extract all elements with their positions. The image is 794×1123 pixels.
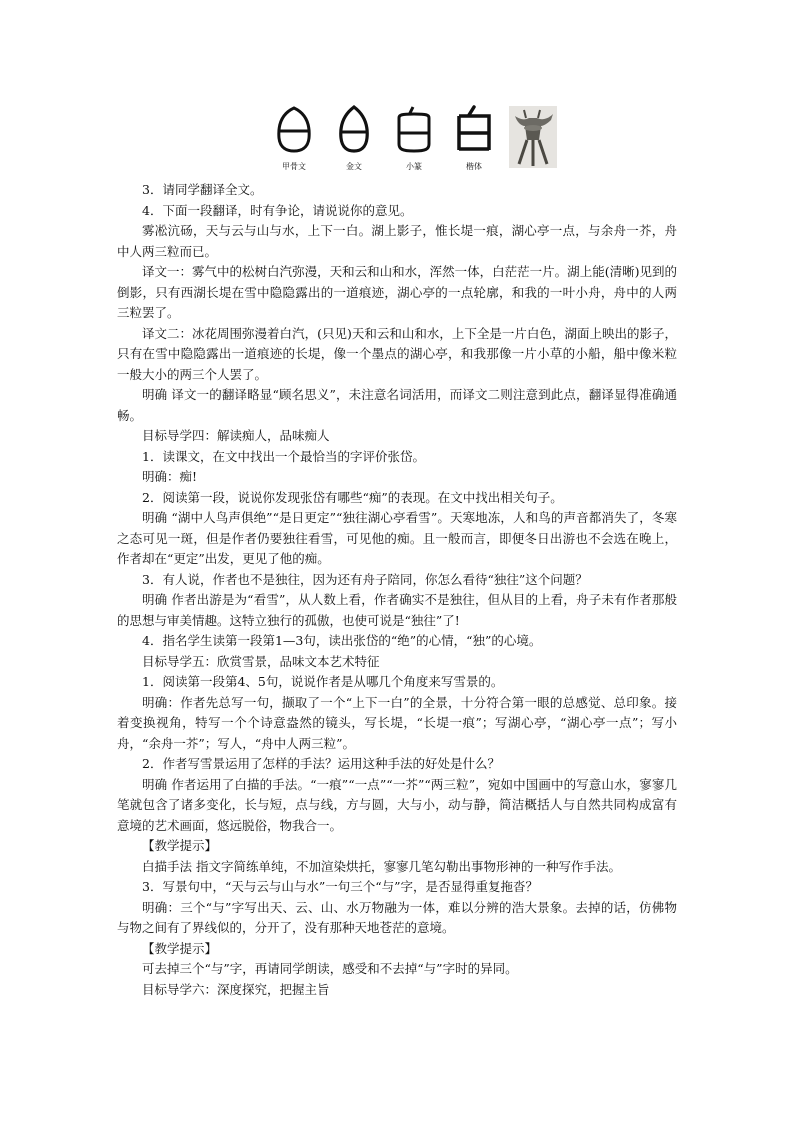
paragraph: 1．读课文，在文中找出一个最恰当的字评价张岱。 — [142, 448, 425, 464]
paragraph: 明确：作者先总写一句，撷取了一个“上下一白”的全景，十分符合第一眼的总感觉、总印象。接着变换视角，特写一个个诗意盎然的镜头，写长堤，“长堤一痕”；写湖心亭，“湖心亭一点”；写小舟，“余舟一芥”；写人，“舟中人两三粒”。 — [117, 694, 677, 751]
paragraph: 4．指名学生读第一段第1—3句，读出张岱的“绝”的心情，“独”的心境。 — [142, 633, 542, 648]
caption-oracle-bone: 甲骨文 — [282, 162, 306, 171]
caption-small-seal: 小篆 — [406, 162, 422, 171]
paragraph: 明确 作者运用了白描的手法。“一痕”“一点”“一芥”“两三粒”，宛如中国画中的写意山水，寥寥几笔就包含了诸多变化，长与短，点与线，方与圆，大与小，动与静，简洁概括人与自然共同构成富有意境的艺术画面，悠远脱俗，物我合一。 — [117, 776, 677, 833]
paragraph: 明确 “湖中人鸟声俱绝”“是日更定”“独往湖心亭看雪”。天寒地冻，人和鸟的声音都消失了，冬寒之态可见一斑，但是作者仍要独往看雪，可见他的痴。且一般而言，即便冬日出游也不会选在晚上，作者却在“更定”出发，更见了他的痴。 — [117, 510, 677, 566]
paragraph: 明确：痴! — [142, 469, 198, 484]
caption-kaishu: 楷体 — [466, 162, 482, 171]
bronze-inscription-glyph-icon — [329, 104, 379, 154]
section-heading: 目标导学五：欣赏雪景，品味文本艺术特征 — [142, 653, 380, 669]
paragraph: 可去掉三个“与”字，再请同学朗读，感受和不去掉“与”字时的异同。 — [142, 961, 518, 976]
oracle-bone-glyph-icon — [269, 104, 319, 154]
bai-character-evolution-figure — [265, 104, 565, 170]
section-heading: 目标导学四：解读痴人，品味痴人 — [142, 428, 330, 443]
paragraph: 明确 作者出游是为“看雪”，从人数上看，作者确实不是独往，但从目的上看，舟子未有作者那般的思想与审美情趣。这特立独行的孤傲，也使可说是“独往”了! — [117, 592, 677, 628]
paragraph: 译文一：雾气中的松树白汽弥漫，天和云和山和水，浑然一体，白茫茫一片。湖上能(清晰)见到的倒影，只有西湖长堤在雪中隐隐露出的一道痕迹，湖心亭的一点轮廓，和我的一叶小舟，舟中的人两三粒罢了。 — [117, 264, 677, 320]
paragraph: 译文二：冰花周围弥漫着白汽，(只见)天和云和山和水，上下全是一片白色，湖面上映出的影子，只有在雪中隐隐露出一道痕迹的长堤，像一个墨点的湖心亭，和我那像一片小草的小船，船中像米粒一般大小的两三个人罢了。 — [117, 325, 677, 382]
paragraph: 3．写景句中，“天与云与山与水”一句三个“与”字，是否显得重复拖沓？ — [142, 879, 539, 894]
paragraph: 明确：三个“与”字写出天、云、山、水万物融为一体，难以分辨的浩大景象。去掉的话，仿佛物与物之间有了界线似的，分开了，没有那种天地苍茫的意境。 — [117, 899, 677, 935]
caption-bronze-inscription: 金文 — [346, 162, 362, 171]
paragraph: 明确 译文一的翻译略显“顾名思义”，未注意名词活用，而译文二则注意到此点，翻译显得准确通畅。 — [117, 387, 677, 423]
section-heading: 目标导学六：深度探究，把握主旨 — [142, 981, 330, 997]
bronze-vessel-photo-icon — [509, 106, 557, 168]
paragraph: 3．请同学翻译全文。 — [142, 182, 263, 197]
paragraph: 白描手法 指文字简练单纯，不加渲染烘托，寥寥几笔勾勒出事物形神的一种写作手法。 — [142, 858, 621, 874]
paragraph: 3．有人说，作者也不是独往，因为还有舟子陪同，你怎么看待“独往”这个问题？ — [142, 571, 588, 587]
paragraph: 雾凇沆砀，天与云与山与水，上下一白。湖上影子，惟长堤一痕，湖心亭一点，与余舟一芥，舟中人两三粒而已。 — [117, 223, 677, 259]
small-seal-glyph-icon — [389, 104, 439, 154]
paragraph: 2．作者写雪景运用了怎样的手法？运用这种手法的好处是什么？ — [142, 756, 500, 771]
kaishu-glyph — [449, 104, 499, 154]
paragraph: 2．阅读第一段，说说你发现张岱有哪些“痴”的表现。在文中找出相关句子。 — [142, 489, 563, 505]
teaching-tip-heading: 【教学提示】 — [142, 838, 218, 853]
lesson-text — [117, 180, 677, 1000]
paragraph: 4．下面一段翻译，时有争论，请说说你的意见。 — [142, 202, 413, 218]
paragraph: 1．阅读第一段第4、5句，说说作者是从哪几个角度来写雪景的。 — [142, 674, 504, 689]
teaching-tip-heading: 【教学提示】 — [142, 940, 218, 956]
